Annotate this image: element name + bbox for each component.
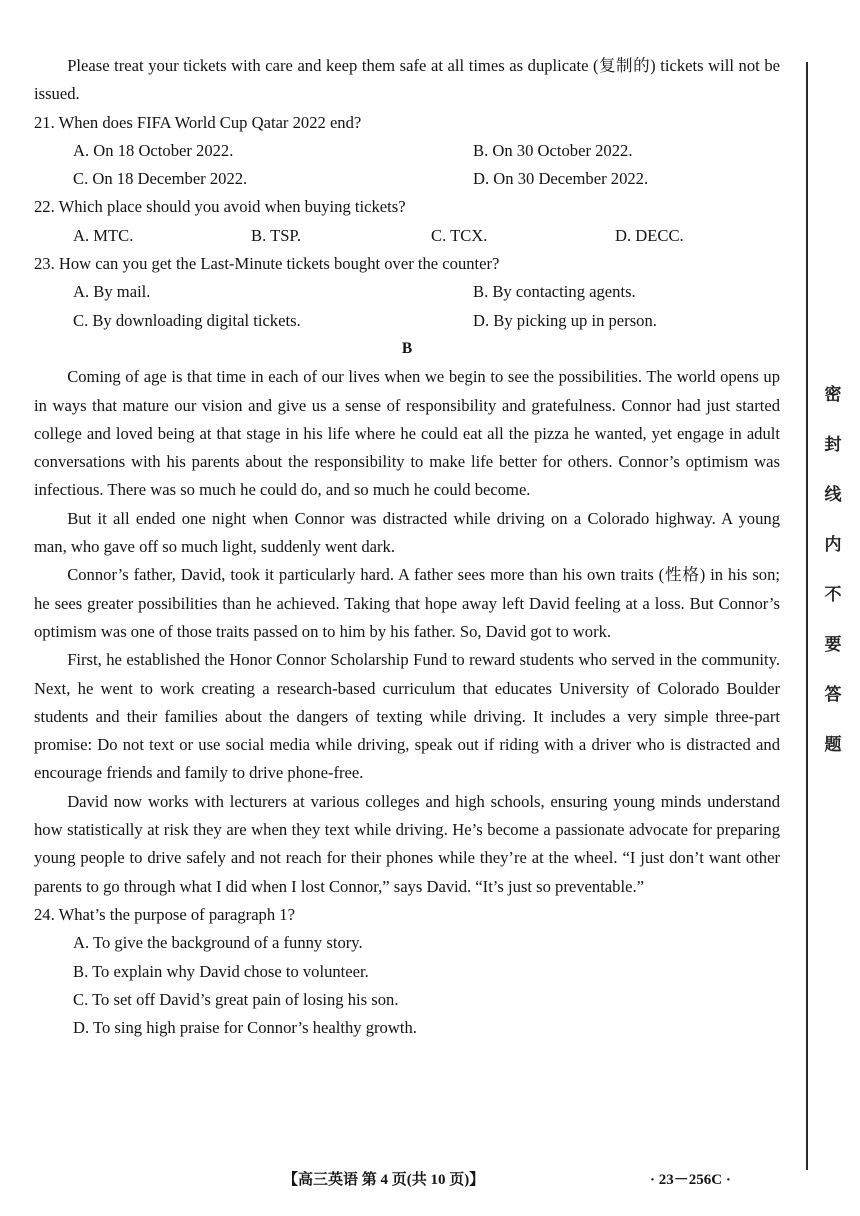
question-22-option-c: C. TCX. (431, 225, 488, 245)
seal-char: 内 (824, 535, 842, 555)
question-21-option-b: B. On 30 October 2022. (473, 140, 633, 160)
seal-char: 不 (824, 585, 842, 605)
question-23-option-d: D. By picking up in person. (473, 310, 657, 330)
question-21-option-d: D. On 30 December 2022. (473, 169, 649, 189)
question-21-option-a: A. On 18 October 2022. (73, 140, 234, 160)
question-23-option-a: A. By mail. (73, 282, 151, 302)
question-21-options-row-1 (34, 137, 780, 165)
question-24-option-a: A. To give the background of a funny story. (73, 933, 363, 953)
question-22-options-row (34, 222, 780, 250)
question-24-stem: 24. What’s the purpose of paragraph 1? (34, 904, 295, 924)
seal-char: 要 (824, 635, 842, 655)
seal-char: 封 (824, 435, 842, 455)
question-21-option-c: C. On 18 December 2022. (73, 169, 248, 189)
passage-b-paragraph-1: Coming of age is that time in each of our lives when we begin to see the possibilities. The world opens up in ways that mature our vision and give us a sense of responsibility and gratefulness. Connor had just started college and loved being at that stage in his life where he could eat all the pizza he wanted, yet engage in adult conversations with his parents about the responsibility to make life better for others. Connor’s optimism was infectious. There was so much he could do, and so much he could become. (34, 367, 780, 500)
passage-b-paragraph-5: David now works with lecturers at various colleges and high schools, ensuring young minds understand how statistically at risk they are when they text while driving. He’s become a passionate advocate for preparing young people to drive safely and not reach for their phones while they’re at the wheel. “I just don’t want other parents to go through what I did when I lost Connor,” says David. “It’s just so preventable.” (34, 791, 780, 896)
section-b-heading: B (401, 339, 413, 357)
seal-char: 线 (824, 485, 842, 505)
footer-page-info: 【高三英语 第 4 页(共 10 页)】 (283, 1172, 485, 1188)
seal-char: 题 (824, 735, 842, 755)
passage-b-paragraph-2: But it all ended one night when Connor was distracted while driving on a Colorado highway. A young man, who gave off so much light, suddenly went dark. (34, 508, 780, 557)
question-23-options-row-2 (34, 307, 780, 335)
question-22-option-a: A. MTC. (73, 225, 134, 245)
question-22-stem: 22. Which place should you avoid when buying tickets? (34, 197, 406, 217)
question-23-option-b: B. By contacting agents. (473, 282, 636, 302)
binding-line (806, 62, 808, 1170)
page-content (34, 52, 780, 1042)
seal-char: 答 (824, 685, 842, 705)
intro-tail-paragraph: Please treat your tickets with care and keep them safe at all times as duplicate (复制的) tickets will not be issued. (34, 56, 780, 104)
question-24-option-c: C. To set off David’s great pain of losing his son. (73, 989, 399, 1009)
question-23-options-row-1 (34, 278, 780, 306)
question-21-stem: 21. When does FIFA World Cup Qatar 2022 end? (34, 112, 362, 132)
question-24-option-b: B. To explain why David chose to volunteer. (73, 961, 369, 981)
passage-b-paragraph-4: First, he established the Honor Connor Scholarship Fund to reward students who served in the community. Next, he went to work creating a research-based curriculum that educates University of Colorado Boulder students and their families about the dangers of texting while driving. It includes a very simple three-part promise: Do not text or use social media while driving, speak out if riding with a driver who is distracted and encourage friends and family to drive phone-free. (34, 650, 780, 783)
question-23-stem: 23. How can you get the Last-Minute tickets bought over the counter? (34, 254, 500, 274)
question-22-option-d: D. DECC. (615, 225, 684, 245)
question-22-option-b: B. TSP. (251, 225, 301, 245)
seal-char: 密 (824, 385, 842, 405)
passage-b-paragraph-3: Connor’s father, David, took it particularly hard. A father sees more than his own traits (性格) in his son; he sees greater possibilities than he achieved. Taking that hope away left David feeling at a loss. But Connor’s optimism was one of those traits passed on to him by his father. So, David got to work. (34, 565, 780, 641)
footer-exam-code: · 23－256C · (650, 1172, 731, 1188)
seal-line-notice (818, 380, 848, 780)
question-23-option-c: C. By downloading digital tickets. (73, 310, 301, 330)
question-24-option-d: D. To sing high praise for Connor’s healthy growth. (73, 1018, 417, 1038)
question-21-options-row-2 (34, 165, 780, 193)
